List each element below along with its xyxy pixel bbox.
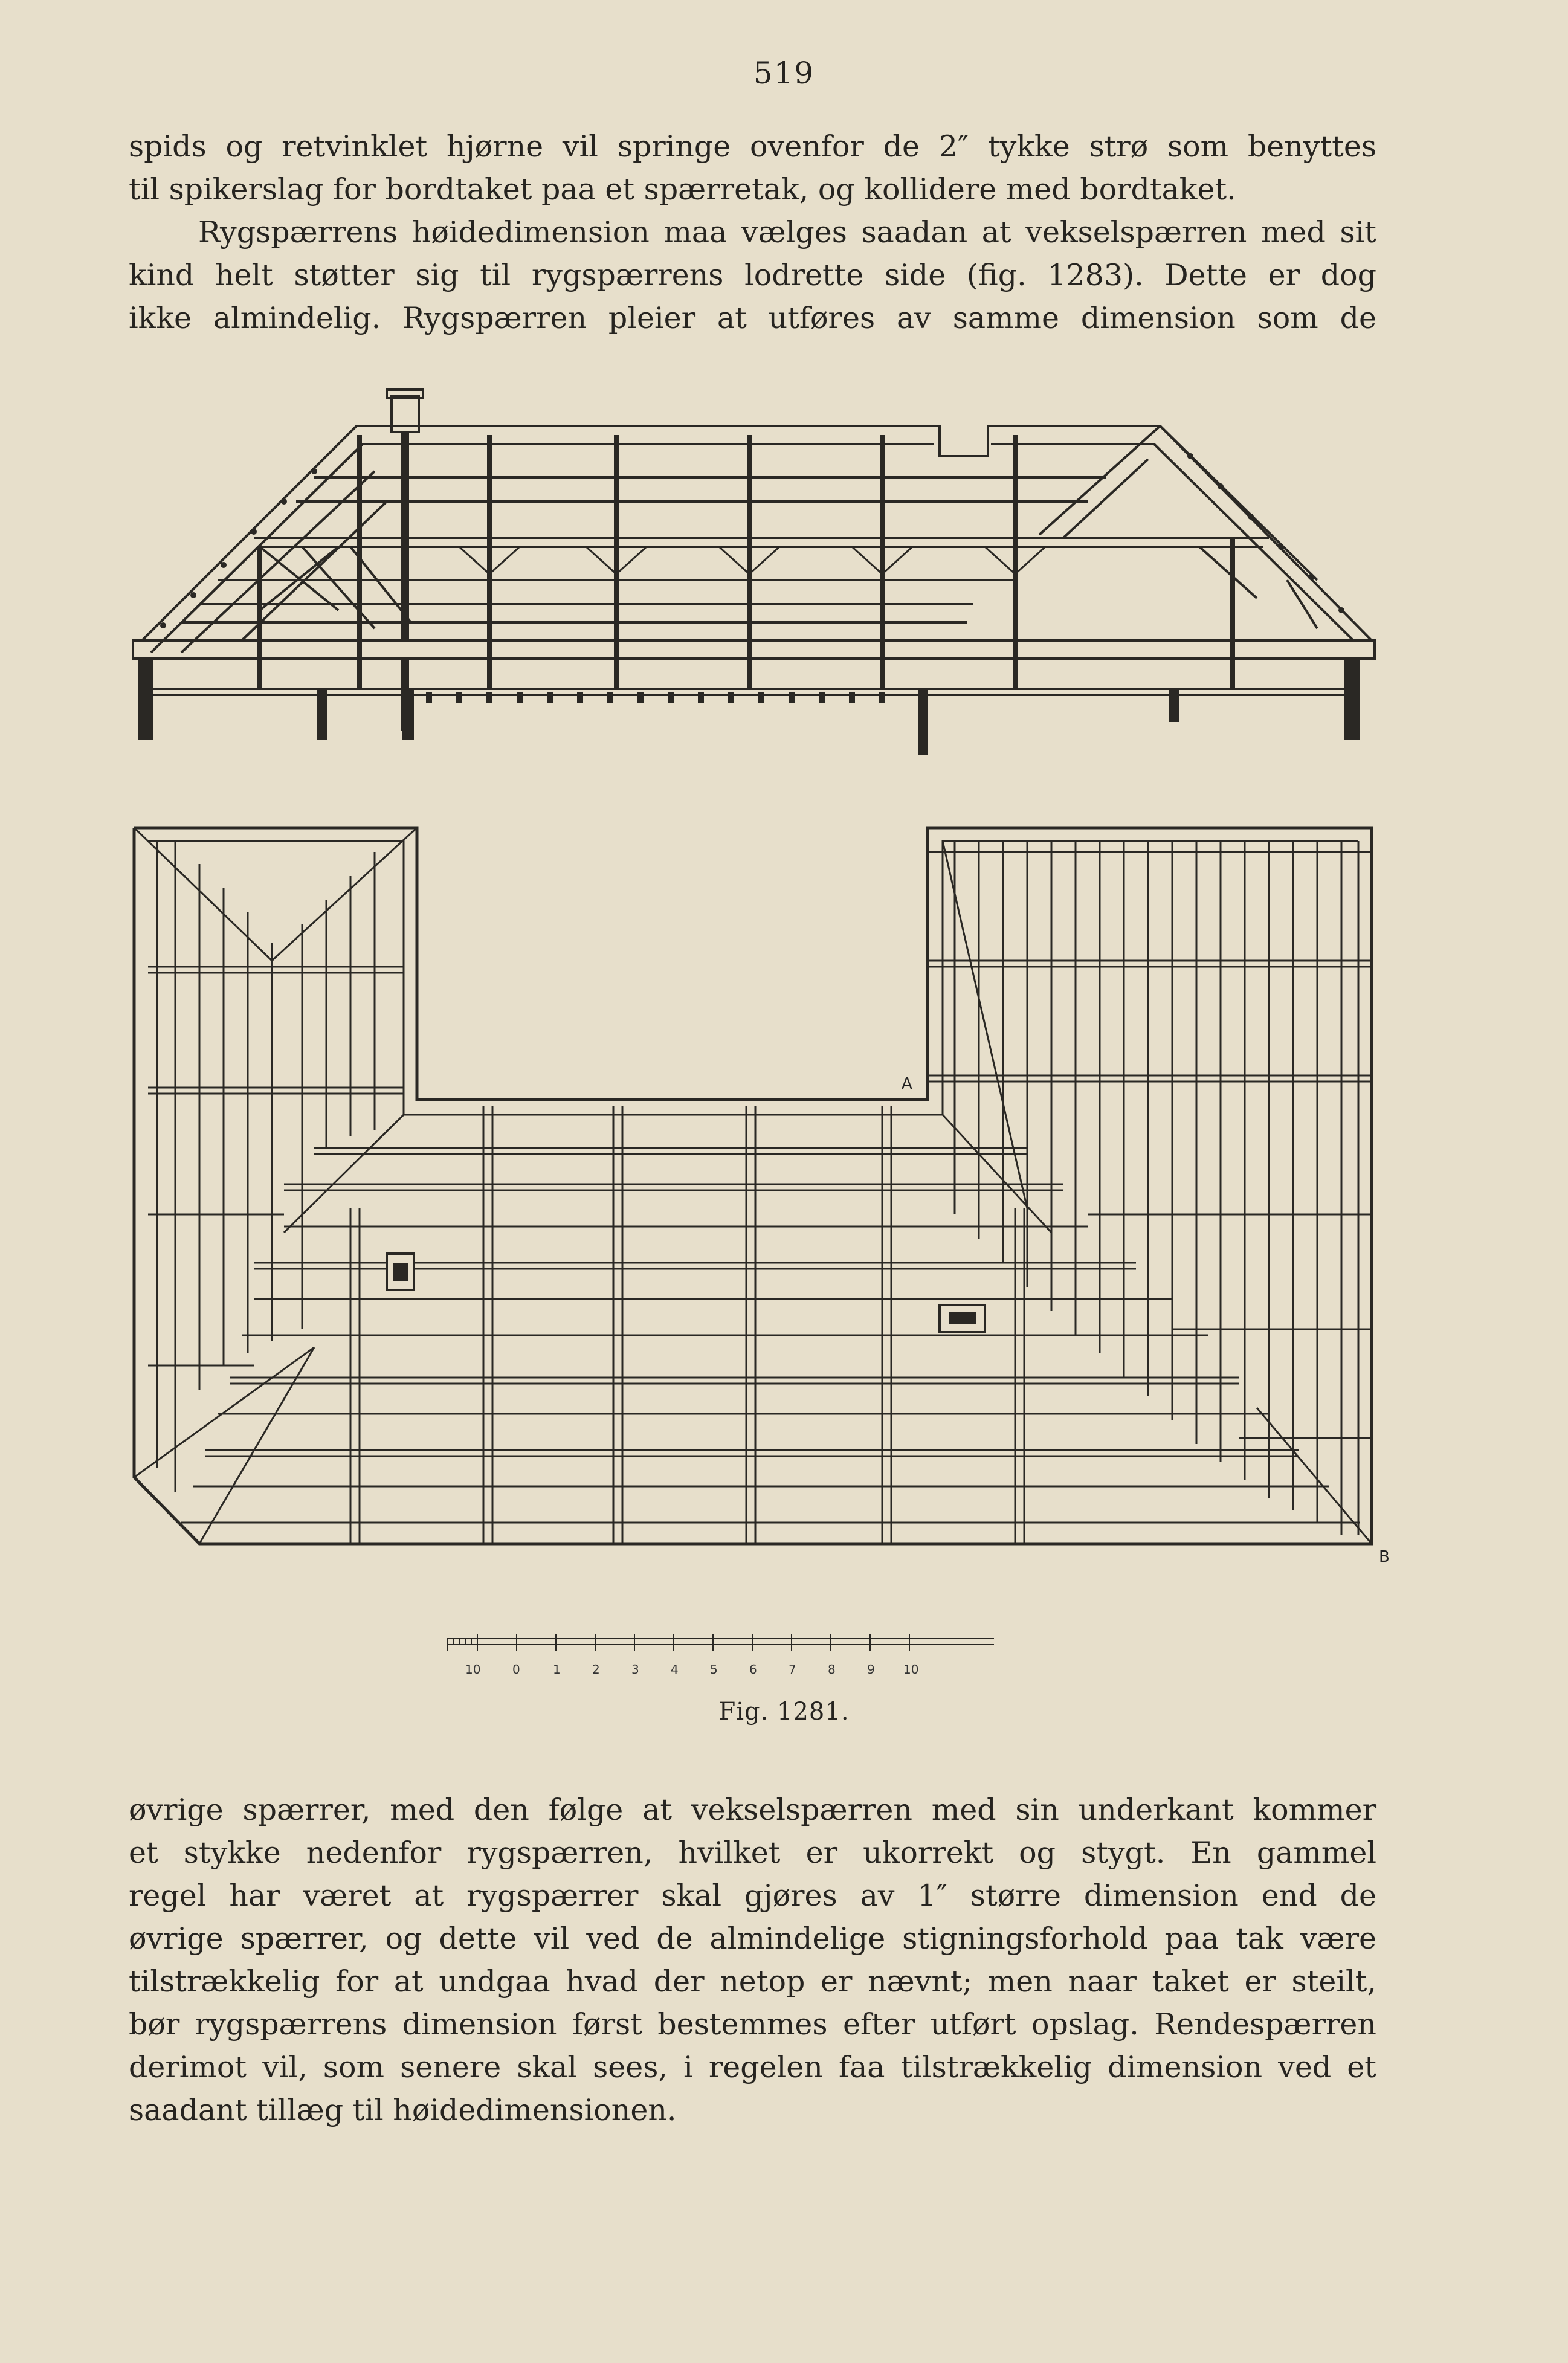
text-line: ikke almindelig. Rygspærren pleier at utføres av samme dimension som de bbox=[129, 301, 1376, 335]
scale-label: 7 bbox=[789, 1662, 796, 1677]
figure-caption: Fig. 1281. bbox=[718, 1698, 850, 1726]
scale-label: 5 bbox=[710, 1662, 718, 1677]
scale-labels bbox=[465, 1662, 918, 1677]
scale-label: 1 bbox=[553, 1662, 561, 1677]
text-line: øvrige spærrer, og dette vil ved de almindelige stigningsforhold paa tak være bbox=[129, 1921, 1376, 1956]
scale-label: 10 bbox=[465, 1662, 481, 1677]
text-line: spids og retvinklet hjørne vil springe ovenfor de 2″ tykke strø som benyttes bbox=[129, 129, 1376, 164]
text-line: et stykke nedenfor rygspærren, hvilket er ukorrekt og stygt. En gammel bbox=[129, 1836, 1376, 1870]
elevation-drawing bbox=[133, 390, 1375, 755]
scale-bar bbox=[447, 1634, 994, 1651]
page-number: 519 bbox=[753, 56, 815, 91]
label-b: B bbox=[1379, 1548, 1390, 1566]
text-line: til spikerslag for bordtaket paa et spærretak, og kollidere med bordtaket. bbox=[129, 172, 1236, 207]
text-line: saadant tillæg til høidedimensionen. bbox=[129, 2093, 677, 2127]
scale-label: 3 bbox=[631, 1662, 639, 1677]
text-line: kind helt støtter sig til rygspærrens lodrette side (fig. 1283). Dette er dog bbox=[129, 258, 1376, 292]
scale-label: 9 bbox=[867, 1662, 875, 1677]
scale-label: 2 bbox=[592, 1662, 600, 1677]
text-line: Rygspærrens høidedimension maa vælges saadan at vekselspærren med sit bbox=[198, 215, 1376, 250]
scale-label: 6 bbox=[749, 1662, 757, 1677]
scale-label: 10 bbox=[903, 1662, 919, 1677]
text-line: bør rygspærrens dimension først bestemmes efter utført opslag. Rendespærren bbox=[129, 2007, 1376, 2042]
text-line: øvrige spærrer, med den følge at vekselspærren med sin underkant kommer bbox=[129, 1793, 1376, 1827]
label-a: A bbox=[902, 1075, 912, 1093]
text-line: regel har været at rygspærrer skal gjøres av 1″ større dimension end de bbox=[129, 1878, 1376, 1913]
text-line: derimot vil, som senere skal sees, i regelen faa tilstrækkelig dimension ved et bbox=[129, 2050, 1376, 2084]
scale-label: 0 bbox=[512, 1662, 520, 1677]
scale-label: 4 bbox=[671, 1662, 679, 1677]
bottom-paragraph bbox=[129, 1788, 1376, 2132]
scale-label: 8 bbox=[828, 1662, 836, 1677]
plan-drawing bbox=[134, 828, 1372, 1544]
text-line: tilstrækkelig for at undgaa hvad der netop er nævnt; men naar taket er steilt, bbox=[129, 1964, 1376, 1999]
paragraph-ovrige bbox=[129, 1788, 1376, 2132]
